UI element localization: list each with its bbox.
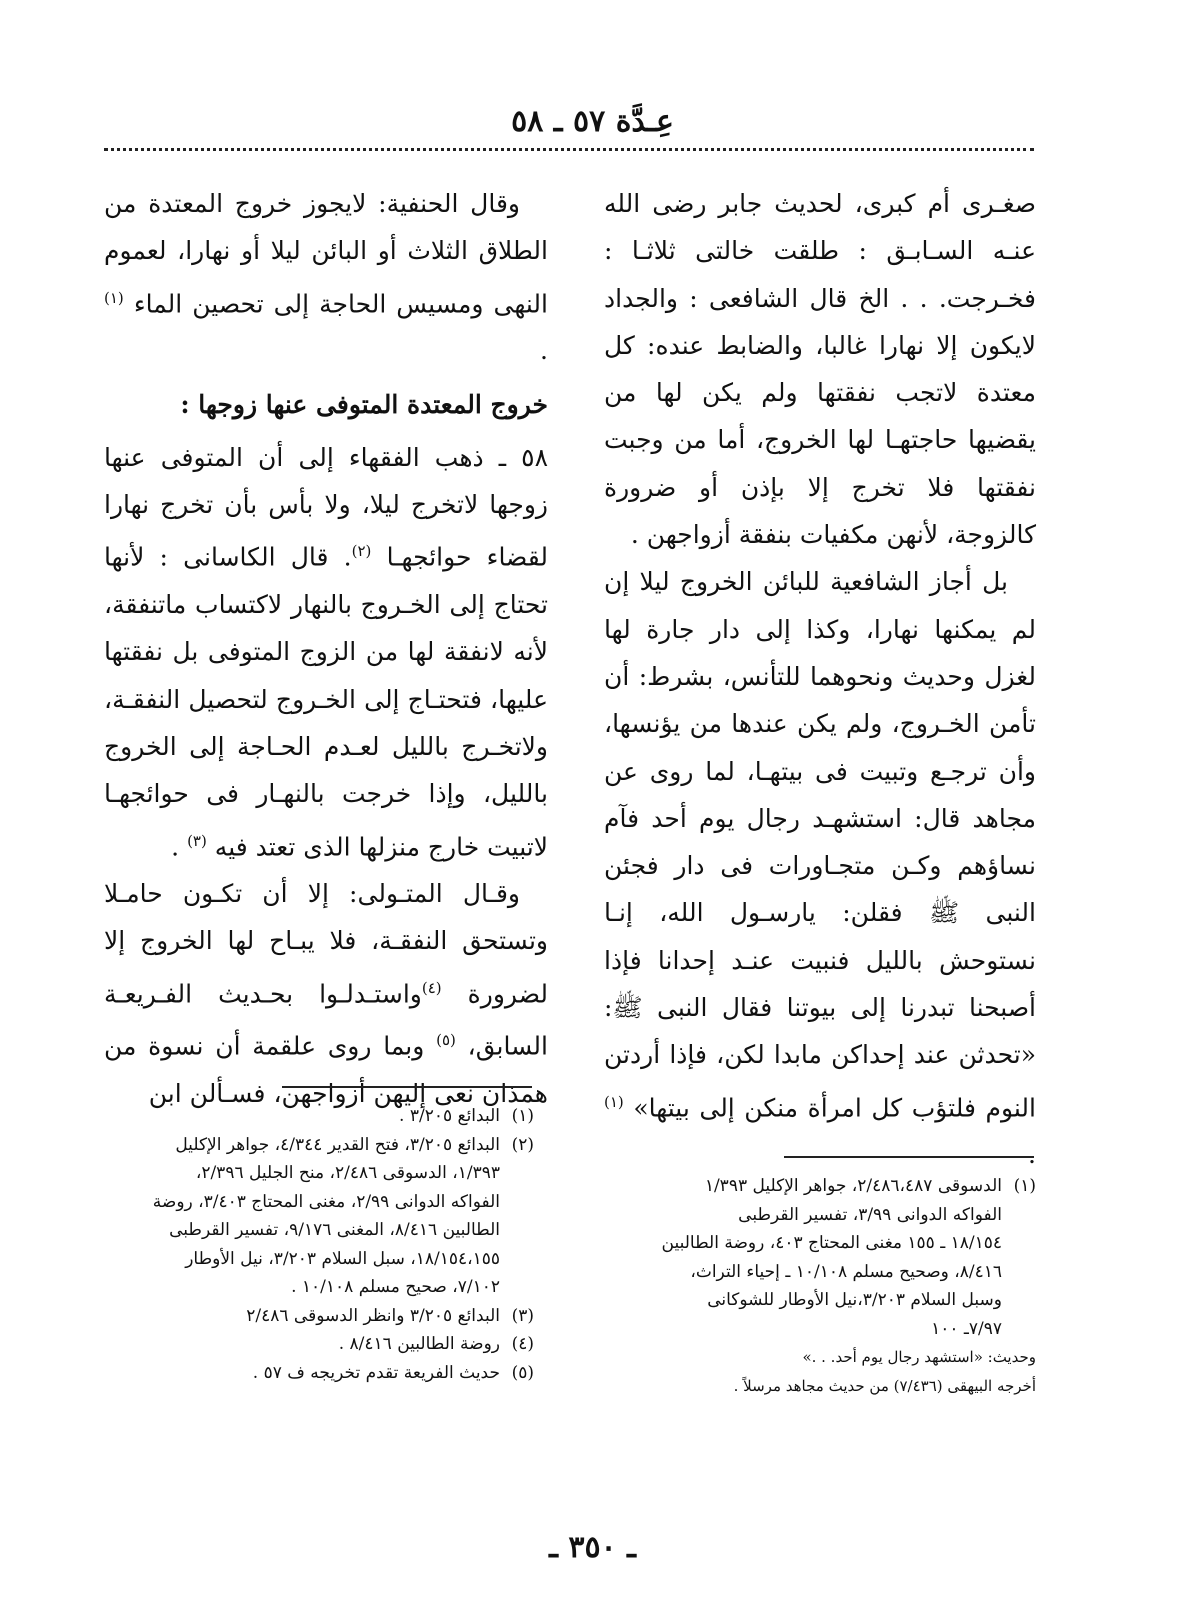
right-paragraph-1: صغـرى أم كبرى، لحديث جابر رضى الله عنـه السـابـق : طلقت خالتى ثلاثـا : فخـرجت. . . الخ قال الشافعى : والجداد لايكون إلا نهارا غالبا، والضابط عنده: كل معتدة لاتجب نفقتها ولم يكن لها من يقضيها حاجتهـا لها الخروج، أما من وجبت نفقتها فلا تخرج إلا بإذن أو ضرورة كالزوجة، لأنهن مكفيات بنفقة أزواجهن . — [604, 189, 1036, 550]
footnote-number: (٥) — [511, 1362, 534, 1383]
header-dotted-divider — [104, 148, 1034, 151]
footnote-marker: (٤) — [421, 978, 442, 997]
footnote-2 — [104, 1131, 534, 1160]
footnote-number: (١) — [511, 1106, 534, 1126]
right-footnotes — [604, 1172, 1036, 1400]
left-footnotes — [104, 1102, 534, 1387]
hadith-note-line-2: أخرجه البيهقى (٧/٤٣٦) من حديث مجاهد مرسلاً . — [733, 1376, 1036, 1395]
right-footnote-separator — [784, 1156, 1034, 1158]
footnote-text: روضة الطالبين ٨/٤١٦ . — [338, 1334, 500, 1354]
footnote-number: (٢) — [511, 1134, 534, 1155]
footnote-1-line: ١٨/١٥٤ ـ ١٥٥ مغنى المحتاج ٤٠٣، روضة الطالبين — [661, 1233, 1002, 1253]
left-footnote-separator — [282, 1086, 532, 1088]
footnote-1-line: وسبل السلام ٣/٢٠٣،نيل الأوطار للشوكانى — [707, 1290, 1002, 1310]
footnote-4 — [104, 1330, 534, 1359]
footnote-text: البدائع ٣/٢٠٥، فتح القدير ٤/٣٤٤، جواهر الإكليل — [175, 1134, 500, 1155]
footnote-text: حديث الفريعة تقدم تخريجه ف ٥٧ . — [252, 1362, 500, 1383]
left-paragraph-2: ٥٨ ـ ذهب الفقهاء إلى أن المتوفى عنها زوجها لاتخرج ليلا، ولا بأس بأن تخرج نهارا لقضاء حوائجهـا $^{(٢)}$. قال الكاسانى : لأنها تحتاج إلى الخـروج بالنهار لاكتساب ماتنفقة، لأنه لانفقة لها من الزوج المتوفى بل نفقتها عليها، فتحتـاج إلى الخـروج لتحصيل النفقـة، ولاتخـرج بالليل لعـدم الحـاجة إلى الخروج بالليل، وإذا خرجت بالنهـار فى حوائجهـا لاتبيت خارج منزلها الذى تعتد فيه $^{(٣)}$ . — [104, 442, 549, 861]
footnote-marker: (١) — [604, 1092, 624, 1111]
footnote-1 — [604, 1172, 1036, 1201]
left-paragraph-2b: قال الكاسانى : لأنها تحتاج إلى الخـروج بالنهار لاكتساب ماتنفقة، لأنه لانفقة لها من الزوج المتوفى بل نفقتها عليها، فتحتـاج إلى الخـروج لتحصيل النفقـة، ولاتخـرج بالليل لعـدم الحـاجة إلى الخروج بالليل، وإذا خرجت بالنهـار فى حوائجهـا لاتبيت خارج منزلها الذى تعتد فيه — [104, 542, 548, 861]
footnote-number: (١) — [1013, 1176, 1036, 1196]
left-paragraph-3a: وقـال المتـولى: إلا أن تكـون حامـلا وتستحق النفقـة، فلا يبـاح لها الخروج إلا لضرورة — [104, 879, 548, 1009]
footnote-marker: (٥) — [436, 1031, 456, 1050]
footnote-1-line: الفواكه الدوانى ٣/٩٩، تفسير القرطبى — [738, 1204, 1002, 1225]
footnote-text: البدائع ٣/٢٠٥ . — [399, 1106, 500, 1126]
footnote-2-line: ٧/١٠٢، صحيح مسلم ١٠/١٠٨ . — [291, 1277, 500, 1297]
right-paragraph-2: بل أجاز الشافعية للبائن الخروج ليلا إن لم يمكنها نهارا، وكذا إلى دار جارة لها لغزل وحديث ونحوهما للتأنس، بشرط: أن تأمن الخـروج، ولم يكن عندها من يؤنسها، وأن ترجـع وتبيت فى بيتهـا، لما روى عن مجاهد قال: استشهـد رجال يوم أحد فآم نساؤهم وكـن متجـاورات فى دار فجئن النبى ﷺ فقلن: يارسـول الله، إنـا نستوحش بالليل فنبيت عنـد إحدانا فإذا أصبحنا تبدرنا إلى بيوتنا فقال النبى ﷺ: «تحدثن عند إحداكن مابدا لكن، فإذا أردتن النوم فلتؤب كل امرأة منكن إلى بيتها» $^{(١)}$ . — [604, 567, 1036, 1170]
section-heading: خروج المعتدة المتوفى عنها زوجها : — [180, 389, 548, 419]
left-paragraph-1-text: وقال الحنفية: لايجوز خروج المعتدة من الطلاق الثلاث أو البائن ليلا أو نهارا، لعموم النهى ومسيس الحاجة إلى تحصين الماء — [104, 189, 548, 318]
footnote-2-line: ١/٣٩٣، الدسوقى ٢/٤٨٦، منح الجليل ٢/٣٩٦، — [195, 1163, 500, 1183]
footnote-text: الدسوقى ٢/٤٨٦،٤٨٧، جواهر الإكليل ١/٣٩٣ — [704, 1176, 1002, 1196]
left-paragraph-1: وقال الحنفية: لايجوز خروج المعتدة من الطلاق الثلاث أو البائن ليلا أو نهارا، لعموم النهى ومسيس الحاجة إلى تحصين الماء $^{(١)}$ . — [104, 189, 548, 366]
page-header-title: عِـدَّة ٥٧ ـ ٥٨ — [511, 104, 674, 139]
footnote-number: (٤) — [511, 1334, 534, 1354]
footnote-number: (٣) — [511, 1305, 534, 1326]
footnote-5 — [104, 1359, 534, 1388]
page-number: ـ ٣٥٠ ـ — [549, 1530, 636, 1565]
footnote-2-line: الفواكه الدوانى ٢/٩٩، مغنى المحتاج ٣/٤٠٣، روضة — [152, 1191, 500, 1212]
footnote-marker: (٢) — [351, 542, 372, 561]
left-paragraph-3c: وبما روى علقمة أن نسوة من همذان نعى إليهن أزواجهن، فسـألن ابن — [104, 1031, 548, 1108]
left-column — [104, 180, 548, 1117]
hadith-note-line-1: وحديث: «استشهد رجال يوم أحد. . .» — [802, 1348, 1036, 1366]
footnote-1-line: ٨/٤١٦، وصحيح مسلم ١٠/١٠٨ ـ إحياء التراث، — [690, 1261, 1002, 1282]
footnote-marker: (١) — [104, 288, 124, 307]
footnote-3 — [104, 1302, 534, 1331]
left-paragraph-3 — [104, 870, 548, 1117]
right-column — [604, 180, 1036, 1179]
right-paragraph-2-text: بل أجاز الشافعية للبائن الخروج ليلا إن لم يمكنها نهارا، وكذا إلى دار جارة لها لغزل وحديث ونحوهما للتأنس، بشرط: أن تأمن الخـروج، ولم يكن عندها من يؤنسها، وأن ترجـع وتبيت فى بيتهـا، لما روى عن مجاهد قال: استشهـد رجال يوم أحد فآم نساؤهم وكـن متجـاورات فى دار فجئن النبى ﷺ فقلن: يارسـول الله، إنـا نستوحش بالليل فنبيت عنـد إحدانا فإذا أصبحنا تبدرنا إلى بيوتنا فقال النبى ﷺ: «تحدثن عند إحداكن مابدا لكن، فإذا أردتن النوم فلتؤب كل امرأة منكن إلى بيتها» — [604, 567, 1036, 1122]
footnote-marker: (٣) — [187, 831, 207, 850]
left-paragraph-3b: واستـدلـوا بحـديث الفـريعـة السابق، — [104, 979, 548, 1061]
footnote-2-line: ١٨/١٥٤،١٥٥، سبل السلام ٣/٢٠٣، نيل الأوطار — [185, 1248, 500, 1269]
footnote-1 — [104, 1102, 534, 1131]
footnote-text: البدائع ٣/٢٠٥ وانظر الدسوقى ٢/٤٨٦ — [246, 1305, 500, 1326]
footnote-1-line: ٧/٩٧ـ ١٠٠ — [931, 1318, 1002, 1339]
footnote-2-line: الطالبين ٨/٤١٦، المغنى ٩/١٧٦، تفسير القرطبى — [169, 1220, 500, 1240]
left-paragraph-2a: ٥٨ ـ ذهب الفقهاء إلى أن المتوفى عنها زوجها لاتخرج ليلا، ولا بأس بأن تخرج نهارا لقضاء حوائجهـا — [104, 442, 549, 572]
